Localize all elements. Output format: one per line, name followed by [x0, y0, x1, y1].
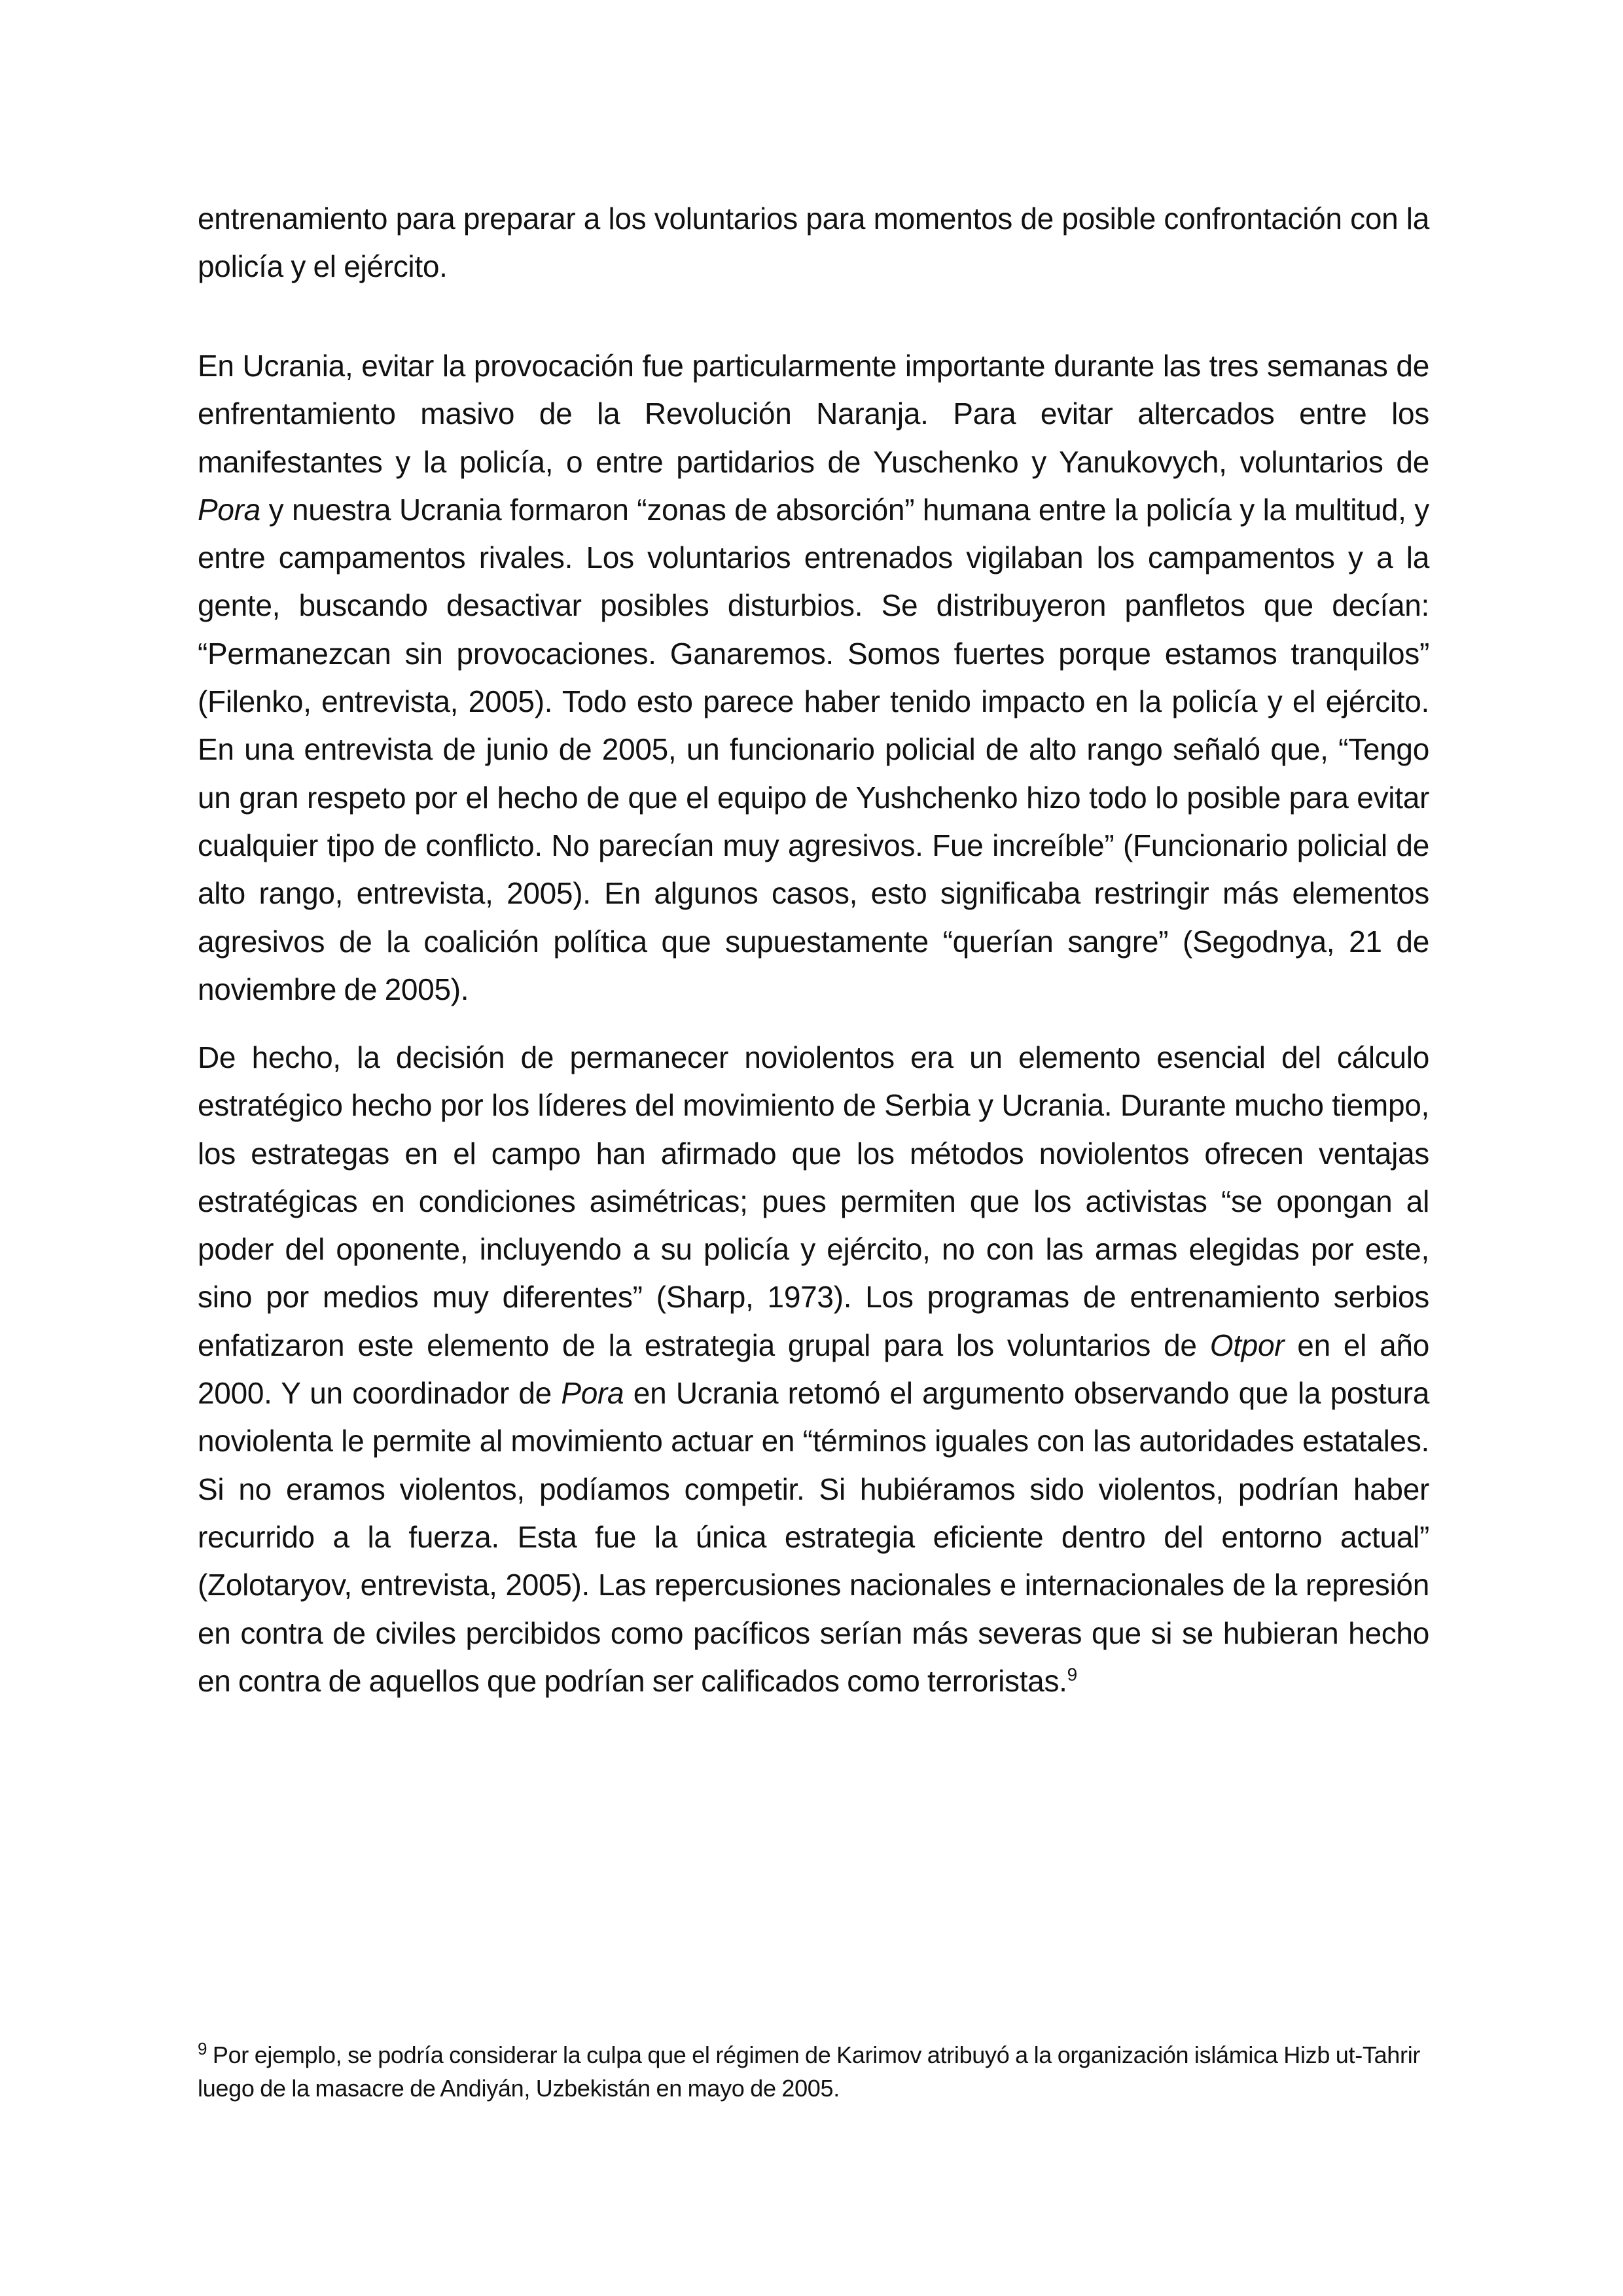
paragraph-1-text: entrenamiento para preparar a los voluntarios para momentos de posible confrontación con la policía y el ejército.	[198, 202, 1429, 284]
paragraph-3	[198, 1034, 1429, 1705]
paragraph-2	[198, 342, 1429, 1014]
footnote	[198, 2038, 1429, 2105]
footnote-number: 9	[198, 2039, 207, 2058]
paragraph-3-part-a: De hecho, la decisión de permanecer noviolentos era un elemento esencial del cálculo estratégico hecho por los líderes del movimiento de Serbia y Ucrania. Durante mucho tiempo, los estrategas en el campo han afirmado que los métodos noviolentos ofrecen ventajas estratégicas en condiciones asimétricas; pues permiten que los activistas “se opongan al poder del oponente, incluyendo a su policía y ejército, no con las armas elegidas por este, sino por medios muy diferentes” (Sharp, 1973). Los programas de entrenamiento serbios enfatizaron este elemento de la estrategia grupal para los voluntarios de	[198, 1040, 1429, 1362]
paragraph-1	[198, 195, 1429, 291]
paragraph-3-part-c: en Ucrania retomó el argumento observando que la postura noviolenta le permite al movimiento actuar en “términos iguales con las autoridades estatales. Si no eramos violentos, podíamos competir. Si hubiéramos sido violentos, podrían haber recurrido a la fuerza. Esta fue la única estrategia eficiente dentro del entorno actual” (Zolotaryov, entrevista, 2005). Las repercusiones nacionales e internacionales de la represión en contra de civiles percibidos como pacíficos serían más severas que si se hubieran hecho en contra de aquellos que podrían ser calificados como terroristas.	[198, 1376, 1429, 1698]
paragraph-3-italic-pora: Pora	[561, 1376, 624, 1411]
paragraph-3-part-b: en el año 2000. Y un coordinador de	[198, 1328, 1429, 1411]
paragraph-2-part-a: En Ucrania, evitar la provocación fue particularmente importante durante las tres semanas de enfrentamiento masivo de la Revolución Naranja. Para evitar altercados entre los manifestantes y la policía, o entre partidarios de Yuschenko y Yanukovych, voluntarios de	[198, 349, 1429, 479]
paragraph-2-italic-pora: Pora	[198, 492, 260, 527]
paragraph-3-italic-otpor: Otpor	[1209, 1328, 1285, 1362]
footnote-reference[interactable]: 9	[1067, 1664, 1077, 1685]
footnote-text: Por ejemplo, se podría considerar la culpa que el régimen de Karimov atribuyó a la organización islámica Hizb ut-Tahrir luego de la masacre de Andiyán, Uzbekistán en mayo de 2005.	[198, 2041, 1421, 2102]
paragraph-2-part-b: y nuestra Ucrania formaron “zonas de absorción” humana entre la policía y la multitud, y entre campamentos rivales. Los voluntarios entrenados vigilaban los campamentos y a la gente, buscando desactivar posibles disturbios. Se distribuyeron panfletos que decían: “Permanezcan sin provocaciones. Ganaremos. Somos fuertes porque estamos tranquilos” (Filenko, entrevista, 2005). Todo esto parece haber tenido impacto en la policía y el ejército. En una entrevista de junio de 2005, un funcionario policial de alto rango señaló que, “Tengo un gran respeto por el hecho de que el equipo de Yushchenko hizo todo lo posible para evitar cualquier tipo de conflicto. No parecían muy agresivos. Fue increíble” (Funcionario policial de alto rango, entrevista, 2005). En algunos casos, esto significaba restringir más elementos agresivos de la coalición política que supuestamente “querían sangre” (Segodnya, 21 de noviembre de 2005).	[198, 492, 1429, 1006]
